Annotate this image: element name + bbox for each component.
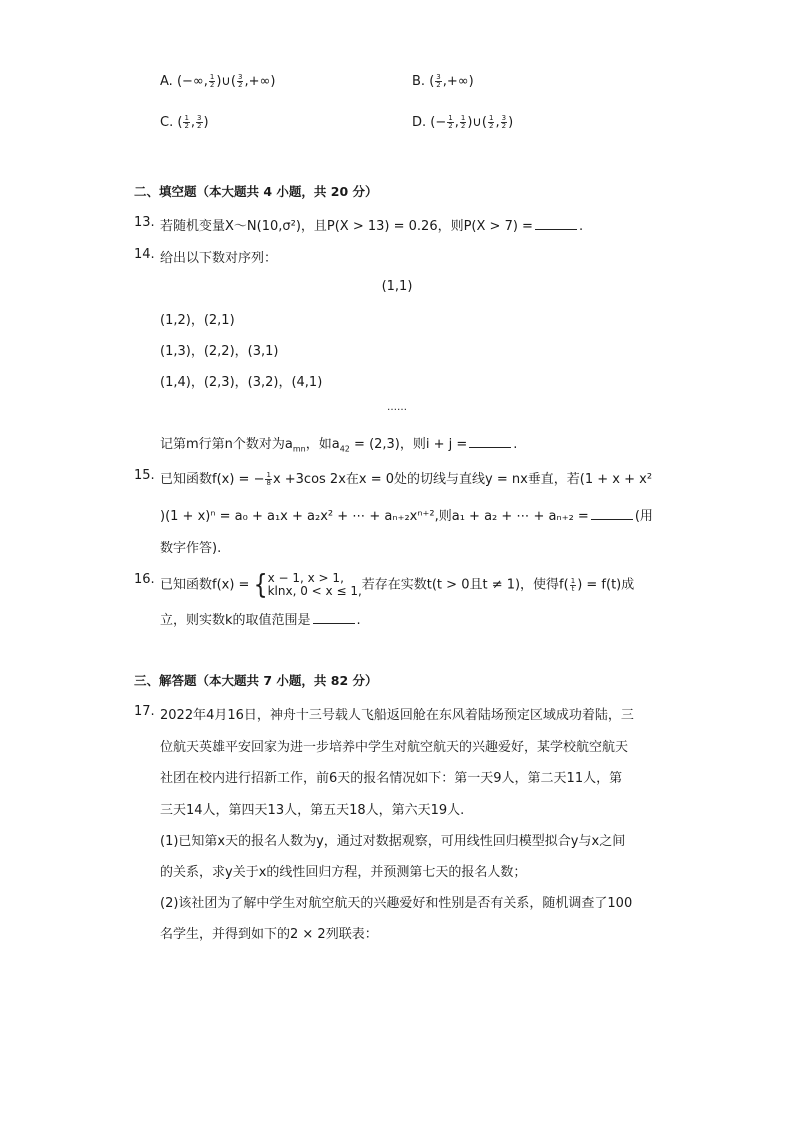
fraction: $\frac{1}{2}$	[489, 114, 494, 130]
fraction: $\frac{3}{2}$	[436, 73, 441, 89]
question-17-line: 名学生，并得到如下的2 × 2列联表：	[160, 927, 378, 942]
answer-blank	[469, 435, 511, 448]
piecewise-function: { x − 1, x > 1, klnx, 0 < x ≤ 1,	[253, 570, 362, 600]
fraction: $\frac{1}{2}$	[184, 114, 189, 130]
sequence-row-2: (1,2)，(2,1)	[160, 313, 235, 328]
answer-blank	[535, 217, 577, 230]
question-15-line-2: )(1 + x)ⁿ = a₀ + a₁x + a₂x² + ⋯ + aₙ₊₂xⁿ⁺²,则a₁ + a₂ + ⋯ + aₙ₊₂ = (用	[160, 509, 653, 524]
fraction: $\frac{1}{2}$	[448, 114, 453, 130]
section-title-solutions: 三、解答题（本大题共 7 小题，共 82 分）	[134, 673, 378, 688]
fraction: $\frac{1}{t}$	[570, 576, 576, 593]
sequence-ellipsis: ……	[387, 402, 407, 413]
answer-blank	[313, 611, 355, 624]
sequence-row-1: (1,1)	[381, 279, 413, 294]
fraction: $\frac{1}{2}$	[209, 73, 215, 89]
option-b: B. ( $\frac{3}{2}$ ,+∞)	[412, 73, 474, 89]
question-16-line-2: 立，则实数k的取值范围是 .	[160, 613, 361, 628]
question-17-line: 位航天英雄平安回家为进一步培养中学生对航空航天的兴趣爱好，某学校航空航天	[160, 740, 629, 755]
question-17-part-2: (2)该社团为了解中学生对航空航天的兴趣爱好和性别是否有关系，随机调查了100	[160, 896, 633, 911]
question-17-line: 的关系，求y关于x的线性回归方程，并预测第七天的报名人数；	[160, 865, 527, 880]
question-14-tail: 记第m行第n个数对为$a_{mn}$，如$a_{42} = (2,3)$，则i + j = .	[160, 437, 518, 454]
fraction: $\frac{1}{8}$	[266, 471, 271, 487]
left-brace-icon: {	[253, 570, 268, 600]
option-c: C. ( $\frac{1}{2}$ , $\frac{3}{2}$ )	[160, 114, 209, 130]
fraction: $\frac{3}{2}$	[238, 73, 243, 89]
sequence-row-3: (1,3)，(2,2)，(3,1)	[160, 344, 279, 359]
question-15-line-3: 数字作答).	[160, 541, 222, 556]
option-a: A. (−∞, $\frac{1}{2}$ )∪( $\frac{3}{2}$ ,+∞)	[160, 73, 276, 89]
sequence-row-4: (1,4)，(2,3)，(3,2)，(4,1)	[160, 375, 323, 390]
section-title-fill-in: 二、填空题（本大题共 4 小题，共 20 分）	[134, 184, 378, 199]
question-17-line: 社团在校内进行招新工作，前6天的报名情况如下：第一天9人，第二天11人，第	[160, 771, 623, 786]
option-d: D. (− $\frac{1}{2}$ , $\frac{1}{2}$ )∪( $\frac{1}{2}$ , $\frac{3}{2}$ )	[412, 114, 514, 130]
fraction: $\frac{3}{2}$	[197, 114, 202, 130]
fraction: $\frac{1}{2}$	[460, 114, 466, 130]
question-17-part-1: (1)已知第x天的报名人数为y，通过对数据观察，可用线性回归模型拟合y与x之间	[160, 834, 626, 849]
answer-blank	[591, 507, 633, 520]
question-17-line: 三天14人，第四天13人，第五天18人，第六天19人.	[160, 803, 465, 818]
fraction: $\frac{3}{2}$	[501, 114, 507, 130]
